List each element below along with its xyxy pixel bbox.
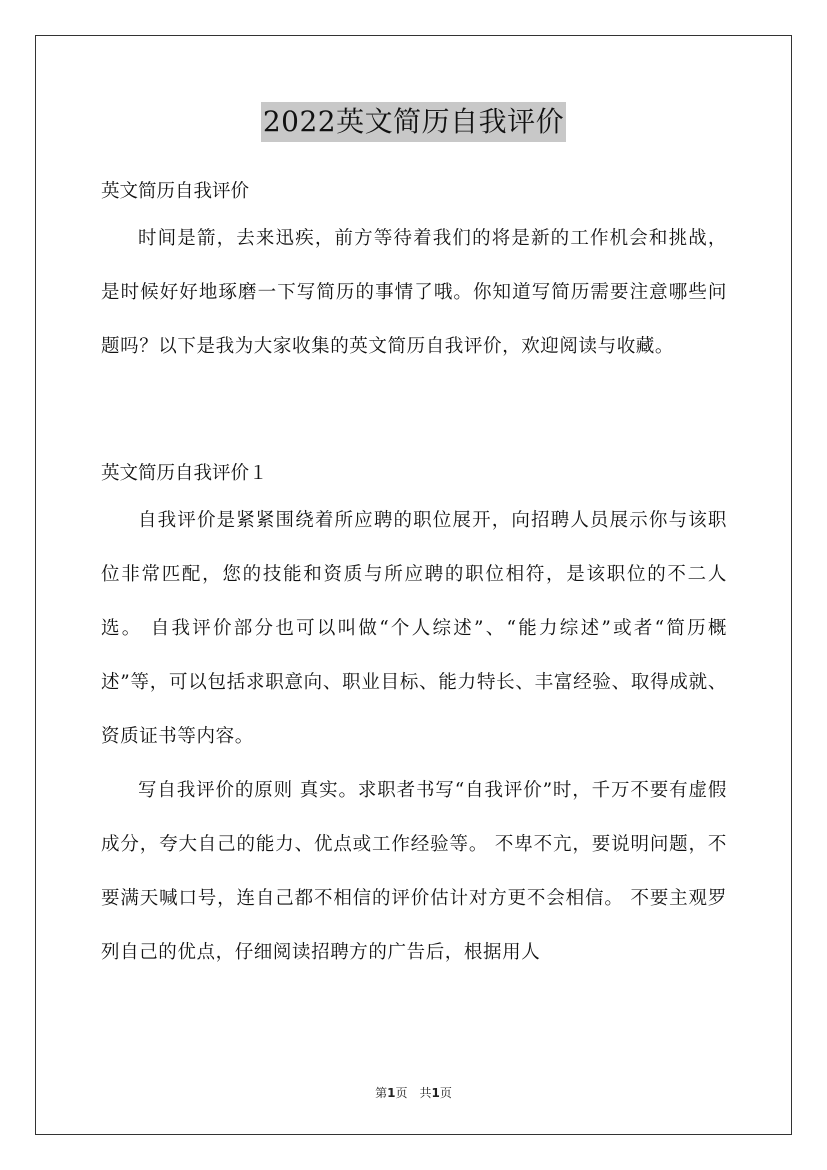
footer-page-current: 1 [387,1086,396,1100]
intro-paragraph: 时间是箭，去来迅疾，前方等待着我们的将是新的工作机会和挑战，是时候好好地琢磨一下写简历的事情了哦。你知道写简历需要注意哪些问题吗？以下是我为大家收集的英文简历自我评价，欢迎阅读与收藏。 [101,228,727,357]
footer-page-total: 1 [431,1086,440,1100]
section-1-paragraph-1: 自我评价是紧紧围绕着所应聘的职位展开，向招聘人员展示你与该职位非常匹配，您的技能和资质与所应聘的职位相符，是该职位的不二人选。 自我评价部分也可以叫做“个人综述”、“能力综述”或者“简历概述”等，可以包括求职意向、职业目标、能力特长、丰富经验、取得成就、资质证书等内容。 [101,510,727,747]
title-container [0,102,827,142]
page-footer [0,1084,827,1101]
document-body [101,172,727,980]
footer-page-mid: 页 共 [395,1086,432,1100]
section-1-paragraph-2: 写自我评价的原则 真实。求职者书写“自我评价”时，千万不要有虚假成分，夸大自己的能力、优点或工作经验等。 不卑不亢，要说明问题，不要满天喊口号，连自己都不相信的评价估计对方更不会相信。 不要主观罗列自己的优点，仔细阅读招聘方的广告后，根据用人 [101,780,727,963]
section-heading-1: 英文简历自我评价１ [101,463,268,484]
section-spacer [101,374,727,428]
footer-page-prefix: 第 [375,1086,388,1100]
document-title: 2022英文简历自我评价 [261,102,566,142]
footer-page-suffix: 页 [439,1086,452,1100]
section-heading-intro: 英文简历自我评价 [101,181,250,202]
